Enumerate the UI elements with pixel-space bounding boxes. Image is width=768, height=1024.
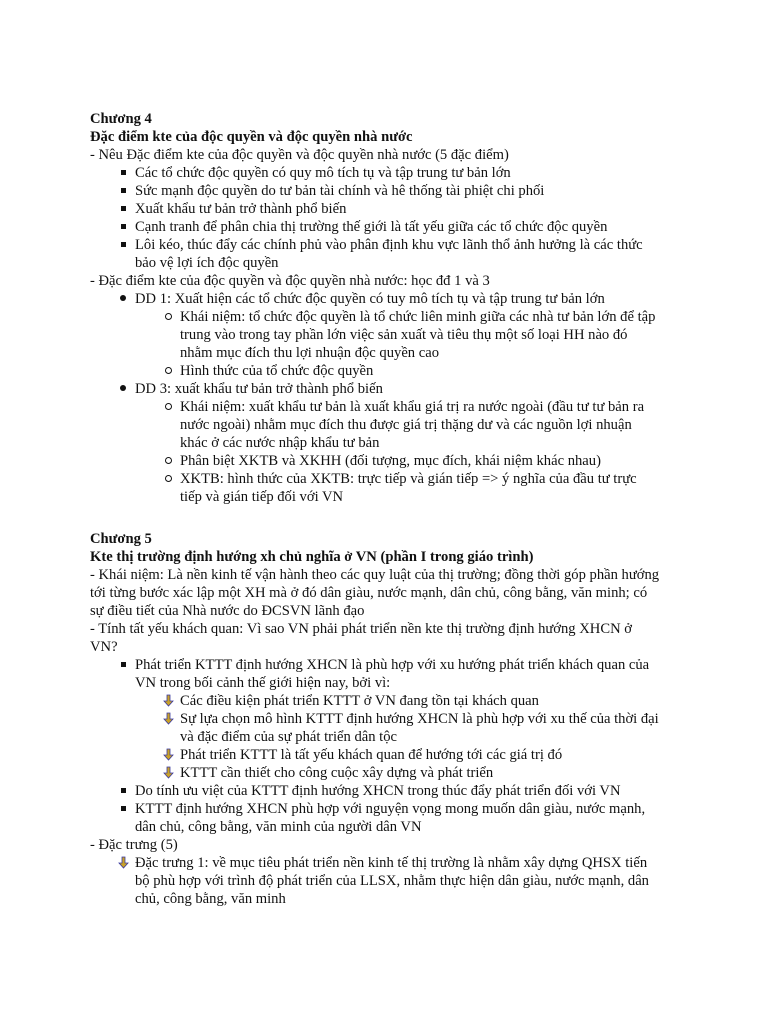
list-item: KTTT định hướng XHCN phù hợp với nguyện vọng mong muốn dân giàu, nước mạnh, dân chủ, công bằng, văn minh của người dân VN: [135, 801, 646, 835]
list-item: Lôi kéo, thúc đẩy các chính phủ vào phân định khu vực lãnh thổ ảnh hưởng là các thức bảo vệ lợi ích độc quyền: [135, 237, 643, 271]
necessity-line: VN?: [90, 639, 118, 655]
list-item: Phát triển KTTT là tất yếu khách quan để hướng tới các giá trị đó: [180, 746, 698, 764]
list-item: Phân biệt XKTB và XKHH (đối tượng, mục đích, khái niệm khác nhau): [180, 453, 601, 469]
list-item: Xuất khẩu tư bản trở thành phổ biến: [135, 201, 347, 217]
chapter-4-title: Đặc điểm kte của độc quyền và độc quyền nhà nước: [90, 129, 413, 145]
list-item: Do tính ưu việt của KTTT định hướng XHCN trong thúc đẩy phát triển đối với VN: [135, 783, 621, 799]
chapter-5-title: Kte thị trường định hướng xh chủ nghĩa ở VN (phần I trong giáo trình): [90, 549, 534, 565]
chapter-5-section: [90, 530, 698, 908]
list-item: KTTT cần thiết cho công cuộc xây dựng và phát triển: [180, 764, 698, 782]
list-item: Khái niệm: xuất khẩu tư bản là xuất khẩu giá trị ra nước ngoài (đầu tư tư bản ra nước ngoài) nhằm mục đích thu được giá trị thặng dư và các nguồn lợi nhuận khác ở các nước nhập khẩu tư bản: [180, 399, 645, 451]
list-item: Đặc trưng 1: về mục tiêu phát triển nền kinh tế thị trường là nhằm xây dựng QHSX tiến bộ phù hợp với trình độ phát triển của LLSX, nhằm thực hiện dân giàu, nước mạnh, dân chủ, công bằng, văn minh: [135, 854, 698, 908]
list-item: DD 1: Xuất hiện các tổ chức độc quyền có tuy mô tích tụ và tập trung tư bản lớn: [135, 291, 605, 307]
list-item: DD 3: xuất khẩu tư bản trở thành phổ biến: [135, 381, 383, 397]
concept-line: tới từng bước xác lập một XH mà ở đó dân giàu, nước mạnh, dân chủ, công bằng, văn minh; có: [90, 585, 648, 601]
list-item: Cạnh tranh để phân chia thị trường thế giới là tất yếu giữa các tổ chức độc quyền: [135, 219, 608, 235]
chapter-4-heading: Chương 4: [90, 111, 152, 127]
chapter-5-heading: Chương 5: [90, 531, 152, 547]
list-item: XKTB: hình thức của XKTB: trực tiếp và gián tiếp => ý nghĩa của đầu tư trực tiếp và gián tiếp đối với VN: [180, 471, 637, 505]
list-item: Sức mạnh độc quyền do tư bản tài chính và hê thống tài phiệt chi phối: [135, 183, 545, 199]
list-item: Phát triển KTTT định hướng XHCN là phù hợp với xu hướng phát triển khách quan của VN trong bối cảnh thế giới hiện nay, bởi vì:: [135, 657, 650, 691]
concept-line: sự điều tiết của Nhà nước do ĐCSVN lãnh đạo: [90, 603, 365, 619]
list-item: Khái niệm: tổ chức độc quyền là tổ chức liên minh giữa các nhà tư bản lớn để tập trung vào trong tay phần lớn việc sản xuất và tiêu thụ một số loại HH nào đó nhằm mục đích thu lợi nhuận độc quyền cao: [180, 309, 656, 361]
traits-heading: - Đặc trưng (5): [90, 837, 178, 853]
list-item: Các tổ chức độc quyền có quy mô tích tụ và tập trung tư bản lớn: [135, 165, 511, 181]
concept-line: - Khái niệm: Là nền kinh tế vận hành theo các quy luật của thị trường; đồng thời góp phần hướng: [90, 567, 660, 583]
chapter-4-section: [90, 110, 698, 506]
list-item: Các điều kiện phát triển KTTT ở VN đang tồn tại khách quan: [180, 692, 698, 710]
question-five-features: - Nêu Đặc điểm kte của độc quyền và độc quyền nhà nước (5 đặc điểm): [90, 147, 509, 163]
necessity-line: - Tính tất yếu khách quan: Vì sao VN phải phát triển nền kte thị trường định hướng XHCN ở: [90, 621, 632, 637]
question-study-features: - Đặc điểm kte của độc quyền và độc quyền nhà nước: học đđ 1 và 3: [90, 273, 490, 289]
list-item: Hình thức của tổ chức độc quyền: [180, 363, 374, 379]
list-item: Sự lựa chọn mô hình KTTT định hướng XHCN là phù hợp với xu thế của thời đại và đặc điểm của sự phát triển dân tộc: [180, 710, 698, 746]
